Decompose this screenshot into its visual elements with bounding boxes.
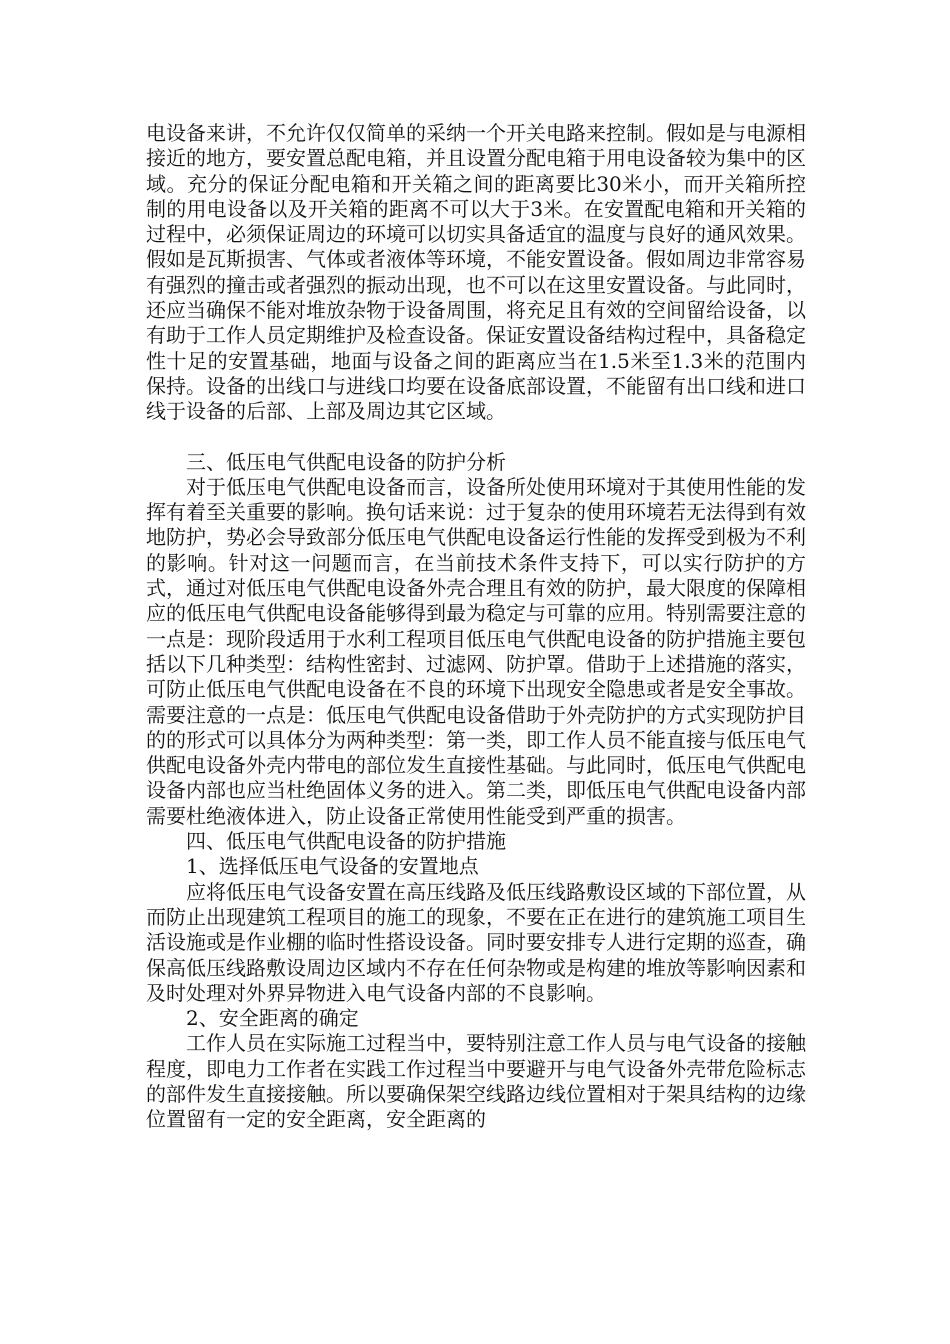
- subsection-heading: 2、安全距离的确定: [186, 1006, 359, 1031]
- section-heading: 四、低压电气供配电设备的防护措施: [186, 829, 506, 854]
- document-body: [146, 121, 806, 1133]
- section-heading: 三、低压电气供配电设备的防护分析: [186, 449, 506, 474]
- paragraph: 对于低压电气供配电设备而言，设备所处使用环境对于其使用性能的发挥有着至关重要的影响。换句话来说：过于复杂的使用环境若无法得到有效地防护，势必会导致部分低压电气供配电设备运行性能的发挥受到极为不利的影响。针对这一问题而言，在当前技术条件支持下，可以实行防护的方式，通过对低压电气供配电设备外壳合理且有效的防护，最大限度的保障相应的低压电气供配电设备能够得到最为稳定与可靠的应用。特别需要注意的一点是：现阶段适用于水利工程项目低压电气供配电设备的防护措施主要包括以下几种类型：结构性密封、过滤网、防护罩。借助于上述措施的落实，可防止低压电气供配电设备在不良的环境下出现安全隐患或者是安全事故。需要注意的一点是：低压电气供配电设备借助于外壳防护的方式实现防护目的的形式可以具体分为两种类型：第一类，即工作人员不能直接与低压电气供配电设备外壳内带电的部位发生直接性基础。与此同时，低压电气供配电设备内部也应当杜绝固体义务的进入。第二类，即低压电气供配电设备内部需要杜绝液体进入，防止设备正常使用性能受到严重的损害。: [146, 474, 806, 828]
- subsection-heading: 1、选择低压电气设备的安置地点: [186, 854, 479, 879]
- paragraph: 应将低压电气设备安置在高压线路及低压线路敷设区域的下部位置，从而防止出现建筑工程项目的施工的现象，不要在正在进行的建筑施工项目生活设施或是作业棚的临时性搭设设备。同时要安排专人进行定期的巡查，确保高低压线路敷设周边区域内不存在任何杂物或是构建的堆放等影响因素和及时处理对外界异物进入电气设备内部的不良影响。: [146, 879, 806, 1005]
- paragraph: 工作人员在实际施工过程当中，要特别注意工作人员与电气设备的接触程度，即电力工作者在实践工作过程当中要避开与电气设备外壳带危险标志的部件发生直接接触。所以要确保架空线路边线位置相对于架具结构的边缘位置留有一定的安全距离，安全距离的: [146, 1031, 806, 1132]
- paragraph: 电设备来讲，不允许仅仅简单的采纳一个开关电路来控制。假如是与电源相接近的地方，要安置总配电箱，并且设置分配电箱于用电设备较为集中的区域。充分的保证分配电箱和开关箱之间的距离要比30米小，而开关箱所控制的用电设备以及开关箱的距离不可以大于3米。在安置配电箱和开关箱的过程中，必须保证周边的环境可以切实具备适宜的温度与良好的通风效果。假如是瓦斯损害、气体或者液体等环境，不能安置设备。假如周边非常容易有强烈的撞击或者强烈的振动出现，也不可以在这里安置设备。与此同时，还应当确保不能对堆放杂物于设备周围，将充足且有效的空间留给设备，以有助于工作人员定期维护及检查设备。保证安置设备结构过程中，具备稳定性十足的安置基础，地面与设备之间的距离应当在1.5米至1.3米的范围内保持。设备的出线口与进线口均要在设备底部设置，不能留有出口线和进口线于设备的后部、上部及周边其它区域。: [146, 121, 806, 424]
